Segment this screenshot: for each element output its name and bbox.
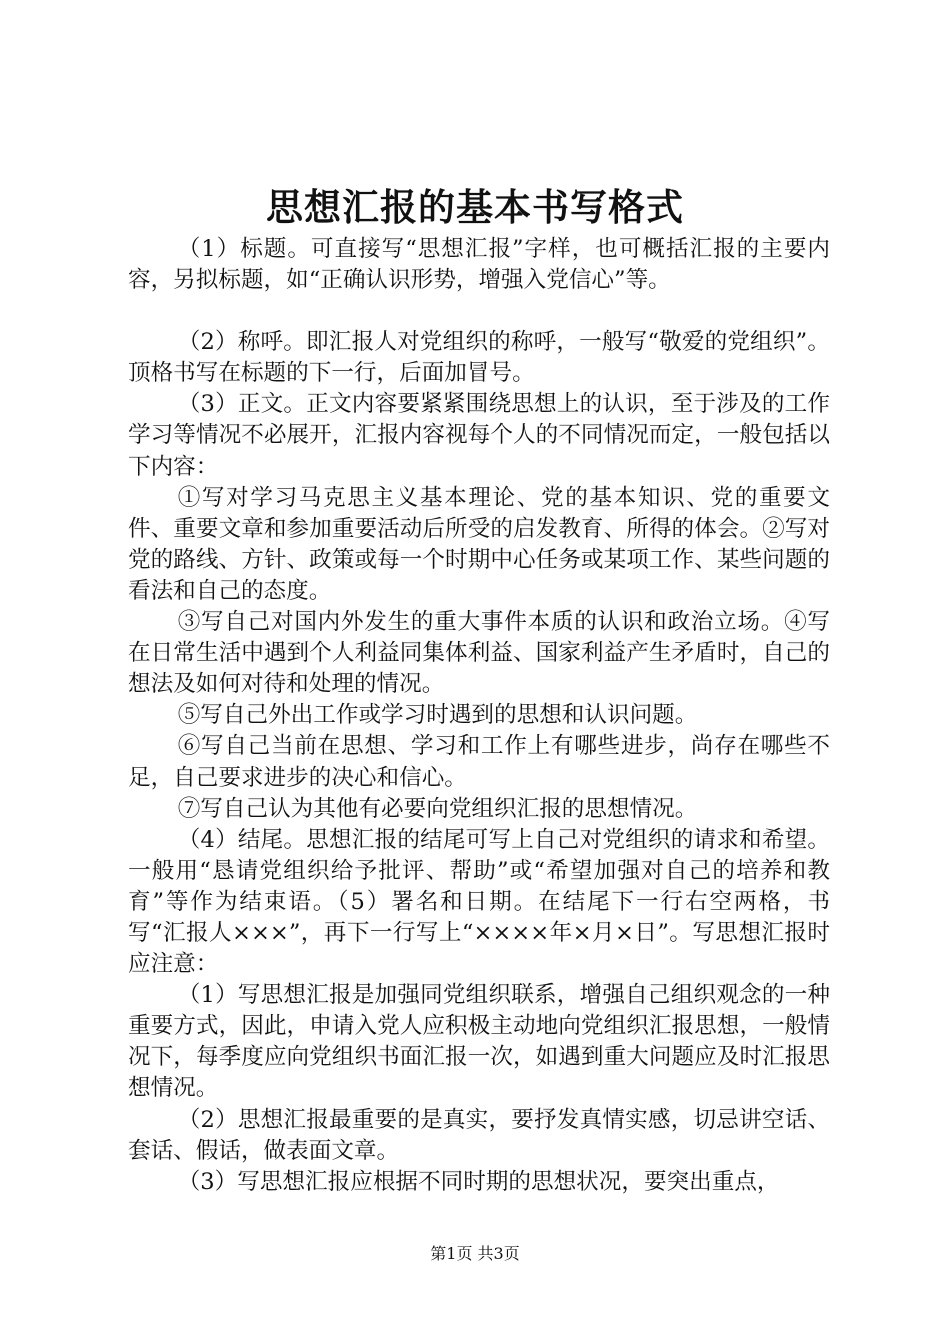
paragraph-note-2: （2）思想汇报最重要的是真实，要抒发真情实感，切忌讲空话、套话、假话，做表面文章。	[128, 1106, 830, 1164]
paragraph-item-6: ⑥写自己当前在思想、学习和工作上有哪些进步，尚存在哪些不足，自己要求进步的决心和信心。	[128, 733, 830, 791]
paragraph-item-7: ⑦写自己认为其他有必要向党组织汇报的思想情况。	[177, 795, 698, 822]
paragraph-note-1: （1）写思想汇报是加强同党组织联系，增强自己组织观念的一种重要方式，因此，申请入党人应积极主动地向党组织汇报思想，一般情况下，每季度应向党组织书面汇报一次，如遇到重大问题应及时汇报思想情况。	[128, 982, 830, 1102]
page-footer: 第1页 共3页	[430, 1244, 520, 1263]
paragraph-note-3: （3）写思想汇报应根据不同时期的思想状况，要突出重点，	[177, 1168, 780, 1195]
paragraph-item-5: ⑤写自己外出工作或学习时遇到的思想和认识问题。	[177, 702, 698, 729]
paragraph-ending: （4）结尾。思想汇报的结尾可写上自己对党组织的请求和希望。一般用“恳请党组织给予批评、帮助”或“希望加强对自己的培养和教育”等作为结束语。（5）署名和日期。在结尾下一行右空两格，书写“汇报人×××”，再下一行写上“××××年×月×日”。写思想汇报时应注意：	[128, 826, 830, 978]
paragraph-salutation: （2）称呼。即汇报人对党组织的称呼，一般写“敬爱的党组织”。顶格书写在标题的下一行，后面加冒号。	[128, 329, 830, 387]
paragraph-main-text: （3）正文。正文内容要紧紧围绕思想上的认识，至于涉及的工作学习等情况不必展开，汇报内容视每个人的不同情况而定，一般包括以下内容：	[128, 391, 830, 480]
document-title: 思想汇报的基本书写格式	[266, 185, 684, 229]
document-body	[128, 234, 830, 1198]
paragraph-title-format: （1）标题。可直接写“思想汇报”字样，也可概括汇报的主要内容，另拟标题，如“正确认识形势，增强入党信心”等。	[128, 236, 830, 294]
paragraph-item-1-2: ①写对学习马克思主义基本理论、党的基本知识、党的重要文件、重要文章和参加重要活动后所受的启发教育、所得的体会。②写对党的路线、方针、政策或每一个时期中心任务或某项工作、某些问题的看法和自己的态度。	[128, 484, 830, 604]
paragraph-item-3-4: ③写自己对国内外发生的重大事件本质的认识和政治立场。④写在日常生活中遇到个人利益同集体利益、国家利益产生矛盾时，自己的想法及如何对待和处理的情况。	[128, 609, 830, 698]
